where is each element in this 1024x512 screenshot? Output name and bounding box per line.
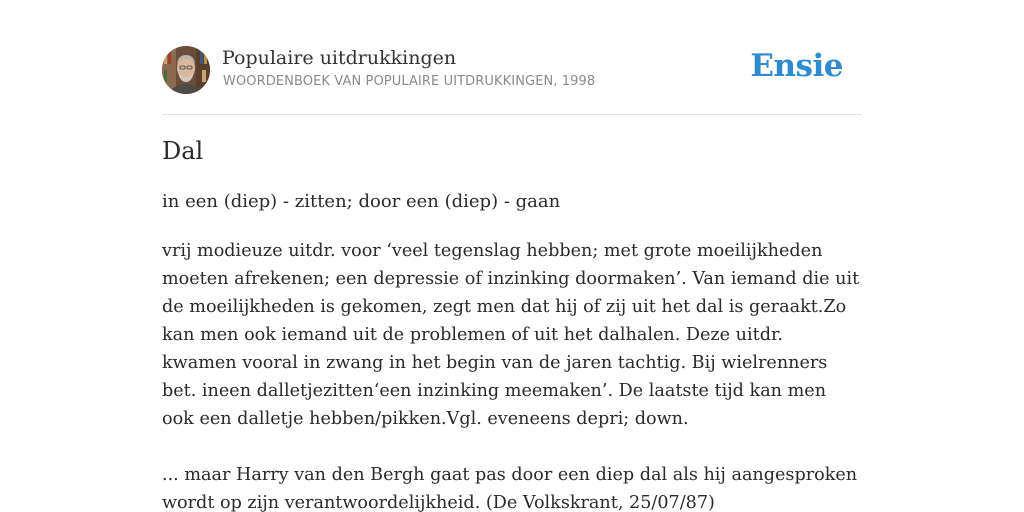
entry-quote: ... maar Harry van den Bergh gaat pas door een diep dal als hij aangesproken wordt op zijn verantwoordelijkheid. (De Volkskrant, 25/07/87) xyxy=(162,465,858,512)
author-avatar xyxy=(162,46,210,94)
source-title[interactable]: Populaire uitdrukkingen xyxy=(222,47,457,69)
source-header xyxy=(162,46,862,115)
entry-title: Dal xyxy=(162,137,204,165)
source-subtitle: WOORDENBOEK VAN POPULAIRE UITDRUKKINGEN, 1998 xyxy=(223,74,596,89)
entry-definition: vrij modieuze uitdr. voor ‘veel tegenslag hebben; met grote moeilijkheden moeten afrekenen; een depressie of inzinking doormaken’. Van iemand die uit de moeilijkheden is gekomen, zegt men dat hij of zij uit het dal is geraakt.Zo kan men ook iemand uit de problemen of uit het dalhalen. Deze uitdr. kwamen vooral in zwang in het begin van de jaren tachtig. Bij wielrenners bet. ineen dalletjezitten‘een inzinking meemaken’. De laatste tijd kan men ook een dalletje hebben/pikken.Vgl. eveneens depri; down. xyxy=(162,241,860,429)
ensie-logo-link[interactable]: Ensie xyxy=(750,48,843,84)
entry-subtitle: in een (diep) - zitten; door een (diep) - gaan xyxy=(162,191,561,212)
